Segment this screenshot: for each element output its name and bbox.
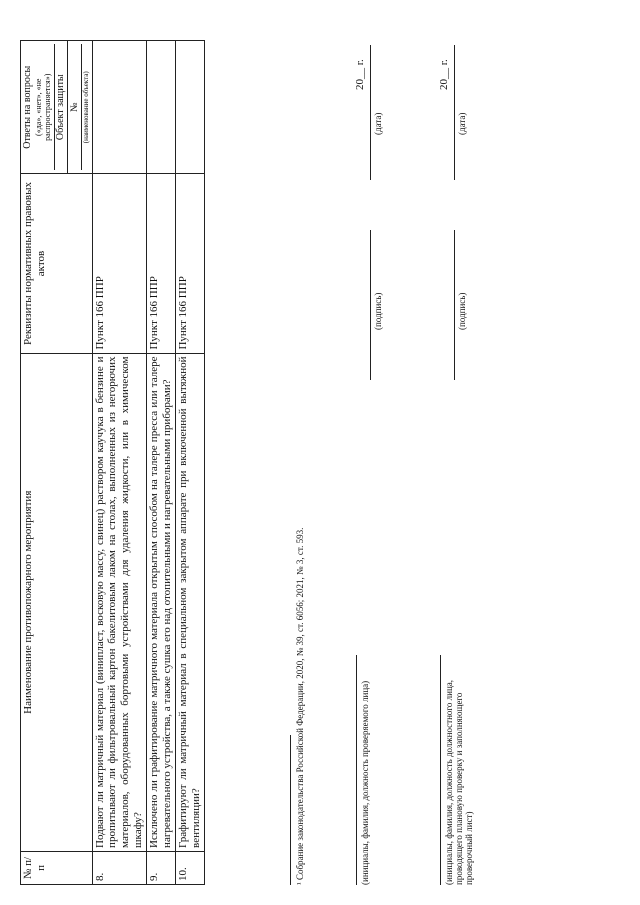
table-row (92, 41, 147, 885)
row-text: Подвают ли матричный материал (винипласт, восковую массу, свинец) раствором каучука в бензине и пропитывают ли фильтровальный картон бакелитовым лаком на столах, выполненных из негорючих материалов, оборудованных бортовыми устройствами для удаления жидкости, или в химическом шкафу? (92, 353, 147, 851)
signature-sign-2: (подпись) (457, 292, 467, 330)
header-object: Объект защиты (54, 44, 67, 170)
row-answer (147, 41, 176, 174)
signature-line-who-1 (356, 655, 357, 885)
row-answer (176, 41, 205, 174)
signature-year-2: 20__ г. (438, 59, 450, 90)
signature-line-date-2 (454, 45, 455, 180)
table-header-row (21, 41, 68, 885)
checklist-table (20, 40, 205, 885)
signature-line-sign-1 (370, 230, 371, 380)
signature-sign-1: (подпись) (373, 292, 383, 330)
header-answers-sub: («да», «нет», «не распространяется») (33, 73, 53, 141)
header-answers (21, 41, 68, 174)
row-requisites: Пункт 166 ППР (147, 174, 176, 353)
header-answers-title: Ответы на вопросы (22, 65, 33, 149)
signature-who-2: (инициалы, фамилия, должность должностного лица, проводящего плановую проверку и заполняющего проверочный лист) (444, 679, 474, 885)
table-row (176, 41, 205, 885)
header-requisites: Реквизиты нормативных правовых актов (21, 174, 93, 353)
footnote: ¹ Собрание законодательства Российской Федерации, 2020, № 39, ст. 6056; 2021, № 3, ст. 593. (295, 527, 305, 885)
row-num: 8. (92, 851, 147, 884)
row-num: 9. (147, 851, 176, 884)
row-requisites: Пункт 166 ППР (176, 174, 205, 353)
rotated-page (20, 25, 620, 885)
table-row (147, 41, 176, 885)
header-object-name: (наименование объекта) (81, 44, 90, 170)
row-text: Исключено ли графитирование матричного материала открытым способом на талере пресса или талере нагревательного устройства, а также сушка его над отопительными и нагревательными приборами? (147, 353, 176, 851)
row-num: 10. (176, 851, 205, 884)
row-answer (92, 41, 147, 174)
footnote-divider (290, 735, 291, 885)
signature-date-2: (дата) (457, 112, 467, 135)
signature-line-who-2 (440, 655, 441, 885)
row-text: Графитируют ли матричный материал в специальном закрытом аппарате при включенной вытяжной вентиляции? (176, 353, 205, 851)
signature-date-1: (дата) (373, 112, 383, 135)
header-object-num: № (69, 102, 81, 113)
header-object-num-cell (68, 41, 92, 174)
header-num: № п/п (21, 851, 93, 884)
signature-who-1: (инициалы, фамилия, должность проверяемого лица) (360, 680, 370, 885)
signature-line-sign-2 (454, 230, 455, 380)
header-name: Наименование противопожарного мероприятия (21, 353, 93, 851)
signature-year-1: 20__ г. (354, 59, 366, 90)
row-requisites: Пункт 166 ППР (92, 174, 147, 353)
signature-line-date-1 (370, 45, 371, 180)
